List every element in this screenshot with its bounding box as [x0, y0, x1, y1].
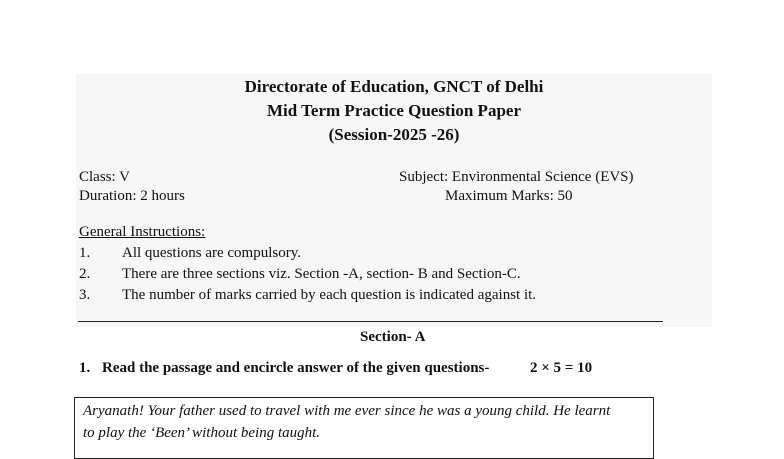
paper-title: Mid Term Practice Question Paper: [266, 101, 521, 120]
section-title: Section- A: [360, 329, 426, 345]
directorate-title: Directorate of Education, GNCT of Delhi: [244, 77, 544, 96]
session-title: (Session-2025 -26): [328, 125, 460, 144]
instruction-text: All questions are compulsory.: [122, 245, 301, 261]
divider-rule: [78, 321, 663, 322]
question-text: Read the passage and encircle answer of the given questions-: [102, 360, 490, 376]
question-number: 1.: [79, 360, 91, 376]
instruction-text: The number of marks carried by each question is indicated against it.: [122, 287, 537, 303]
duration-label: Duration: 2 hours: [79, 188, 185, 204]
question-marks: 2 × 5 = 10: [530, 360, 593, 376]
class-label: Class: V: [79, 169, 130, 185]
passage-line: Aryanath! Your father used to travel with me ever since he was a young child. He learnt: [83, 403, 611, 419]
instruction-number: 1.: [79, 245, 91, 261]
instruction-number: 3.: [79, 287, 91, 303]
max-marks-label: Maximum Marks: 50: [445, 188, 573, 204]
passage-line: to play the ‘Been’ without being taught.: [83, 425, 321, 441]
instruction-text: There are three sections viz. Section -A, section- B and Section-C.: [122, 266, 521, 282]
instruction-number: 2.: [79, 266, 91, 282]
instructions-heading: General Instructions:: [79, 224, 206, 240]
passage-text: [83, 400, 649, 444]
subject-label: Subject: Environmental Science (EVS): [399, 169, 634, 185]
